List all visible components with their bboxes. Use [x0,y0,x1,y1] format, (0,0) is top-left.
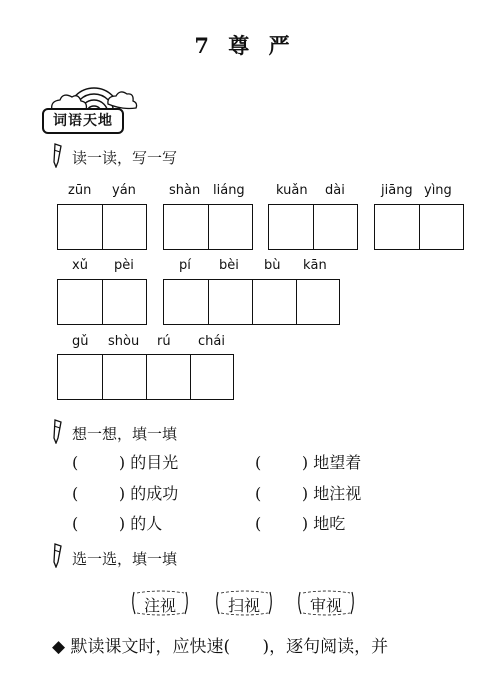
writing-box[interactable] [57,204,147,250]
pen-icon [50,542,64,568]
word-choice[interactable] [212,588,276,618]
pinyin: kuǎn [276,183,308,198]
writing-box[interactable] [163,279,340,325]
pinyin: pèi [114,258,134,273]
word-choice[interactable] [294,588,358,618]
pen-icon [50,418,64,444]
section-banner [38,72,138,134]
fill-blank-item[interactable]: ( ) 地望着 [255,453,362,472]
word-choice-label: 审视 [309,596,342,615]
pinyin: kān [303,258,327,273]
exercise-sentence: ◆ 默读课文时，应快速( )，逐句阅读，并 [52,637,389,657]
section-title-choose-fill: 选一选，填一填 [72,550,178,568]
fill-blank-item[interactable]: ( ) 的目光 [72,453,179,472]
fill-blank-item[interactable]: ( ) 的成功 [72,484,179,503]
pinyin: bèi [219,258,239,273]
pinyin: pí [179,258,191,273]
banner-label: 词语天地 [42,108,124,134]
page-title: 7 尊 严 [194,33,296,58]
pinyin: liáng [213,183,245,198]
section-title-read-write: 读一读，写一写 [72,149,178,167]
fill-blank-item[interactable]: ( ) 地注视 [255,484,362,503]
word-choice-label: 注视 [143,596,176,615]
pinyin: gǔ [72,334,89,349]
word-choice[interactable] [128,588,192,618]
fill-blank-item[interactable]: ( ) 地吃 [255,514,346,533]
pinyin: rú [157,334,171,349]
pinyin: shòu [108,334,140,349]
writing-box[interactable] [57,354,234,400]
pinyin: yìng [424,183,452,198]
pinyin: xǔ [72,258,88,273]
pinyin: yán [112,183,136,198]
pinyin: dài [325,183,345,198]
pen-icon [50,142,64,168]
pinyin: shàn [169,183,201,198]
fill-blank-item[interactable]: ( ) 的人 [72,514,163,533]
section-title-think-fill: 想一想，填一填 [72,425,178,443]
writing-box[interactable] [268,204,358,250]
writing-box[interactable] [57,279,147,325]
pinyin: zūn [68,183,92,198]
writing-box[interactable] [374,204,464,250]
pinyin: chái [198,334,225,349]
pinyin: bù [264,258,281,273]
pinyin: jiāng [381,183,413,198]
word-choice-label: 扫视 [227,596,260,615]
writing-box[interactable] [163,204,253,250]
